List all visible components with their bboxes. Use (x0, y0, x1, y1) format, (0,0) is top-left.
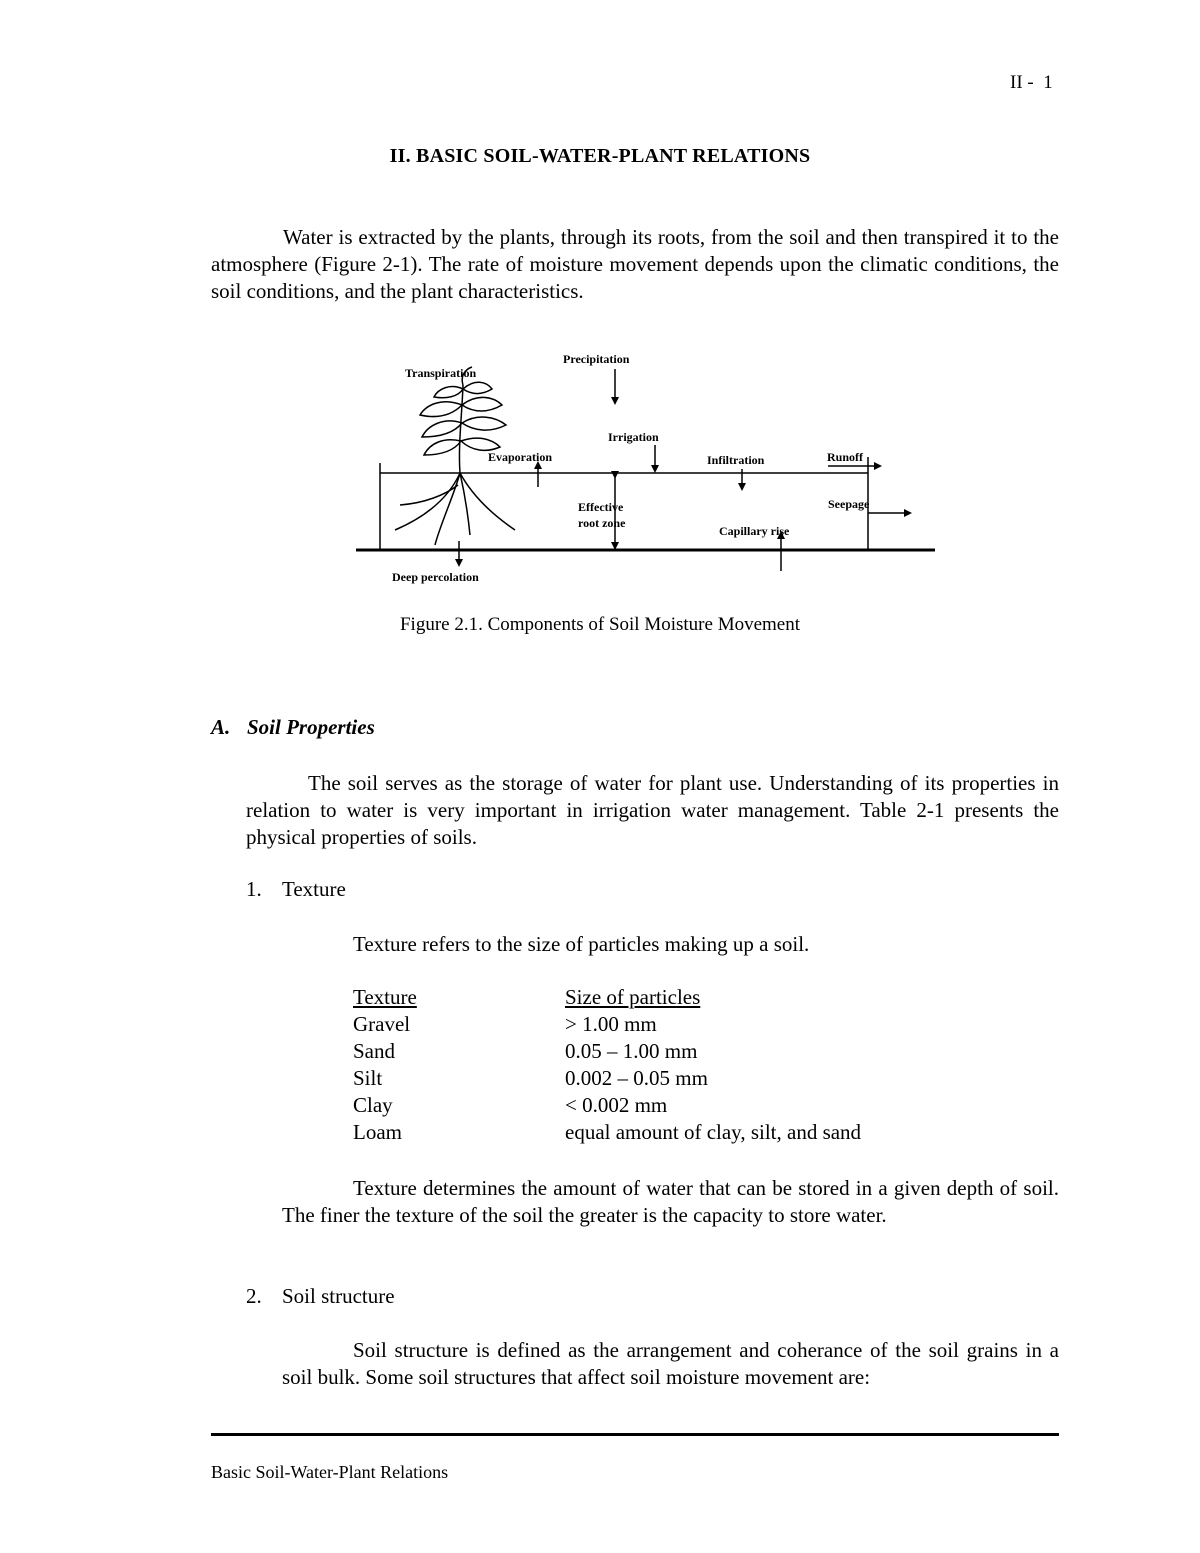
label-runoff: Runoff (827, 450, 864, 464)
table-row (353, 1066, 861, 1093)
texture-paragraph: Texture determines the amount of water that can be stored in a given depth of soil. The finer the texture of the soil the greater is the capacity to store water. (282, 1176, 1059, 1227)
section-letter: A. (211, 715, 231, 739)
table-cell-texture: Loam (353, 1120, 402, 1144)
label-root-zone: root zone (578, 516, 626, 530)
table-cell-size: > 1.00 mm (565, 1012, 657, 1036)
item-texture-heading (246, 877, 346, 902)
label-precipitation: Precipitation (563, 352, 630, 366)
table-header-size: Size of particles (565, 985, 701, 1009)
plant-stem (459, 385, 463, 473)
table-header-row (353, 985, 861, 1012)
table-row (353, 1120, 861, 1147)
table-cell-texture: Gravel (353, 1012, 411, 1036)
item-title: Texture (282, 877, 346, 901)
item-title: Soil structure (282, 1284, 395, 1308)
plant-roots (395, 473, 515, 545)
soil-properties-paragraph: The soil serves as the storage of water for plant use. Understanding of its properties in relation to water is very important in irrigation water management. Table 2-1 presents the physical properties of soils. (246, 771, 1059, 849)
label-transpiration: Transpiration (405, 366, 477, 380)
soil-structure-paragraph: Soil structure is defined as the arrangement and coherance of the soil grains in a soil bulk. Some soil structures that affect soil moisture movement are: (282, 1338, 1059, 1389)
intro-paragraph: Water is extracted by the plants, through its roots, from the soil and then transpired it to the atmosphere (Figure 2-1). The rate of moisture movement depends upon the climatic conditions, the soil conditions, and the plant characteristics. (211, 225, 1059, 303)
texture-table (353, 985, 861, 1147)
label-seepage: Seepage (828, 497, 870, 511)
table-cell-size: equal amount of clay, silt, and sand (565, 1120, 862, 1144)
page-title: II. BASIC SOIL-WATER-PLANT RELATIONS (389, 145, 811, 167)
label-irrigation: Irrigation (608, 430, 659, 444)
section-title: Soil Properties (247, 715, 375, 739)
table-row (353, 1039, 861, 1066)
texture-intro: Texture refers to the size of particles making up a soil. (353, 932, 810, 956)
figure-caption: Figure 2.1. Components of Soil Moisture Movement (399, 614, 801, 635)
table-cell-size: < 0.002 mm (565, 1093, 668, 1117)
table-cell-texture: Sand (353, 1039, 395, 1063)
table-cell-texture: Silt (353, 1066, 383, 1090)
footer-divider (211, 1433, 1059, 1436)
section-a-heading (211, 715, 375, 740)
plant-leaves (420, 367, 506, 455)
table-cell-texture: Clay (353, 1093, 393, 1117)
table-cell-size: 0.002 – 0.05 mm (565, 1066, 708, 1090)
label-effective: Effective (578, 500, 624, 514)
label-capillary-rise: Capillary rise (719, 524, 790, 538)
label-deep-percolation: Deep percolation (392, 570, 479, 584)
table-row (353, 1093, 861, 1120)
page-number: II - 1 (1010, 72, 1053, 93)
table-cell-size: 0.05 – 1.00 mm (565, 1039, 698, 1063)
soil-moisture-figure (350, 345, 950, 595)
item-number: 1. (246, 877, 262, 901)
item-number: 2. (246, 1284, 262, 1308)
table-header-texture: Texture (353, 985, 417, 1009)
label-infiltration: Infiltration (707, 453, 765, 467)
label-evaporation: Evaporation (488, 450, 553, 464)
item-structure-heading (246, 1284, 395, 1309)
figure-diagram (350, 345, 950, 595)
table-row (353, 1012, 861, 1039)
footer-text: Basic Soil-Water-Plant Relations (211, 1462, 449, 1482)
